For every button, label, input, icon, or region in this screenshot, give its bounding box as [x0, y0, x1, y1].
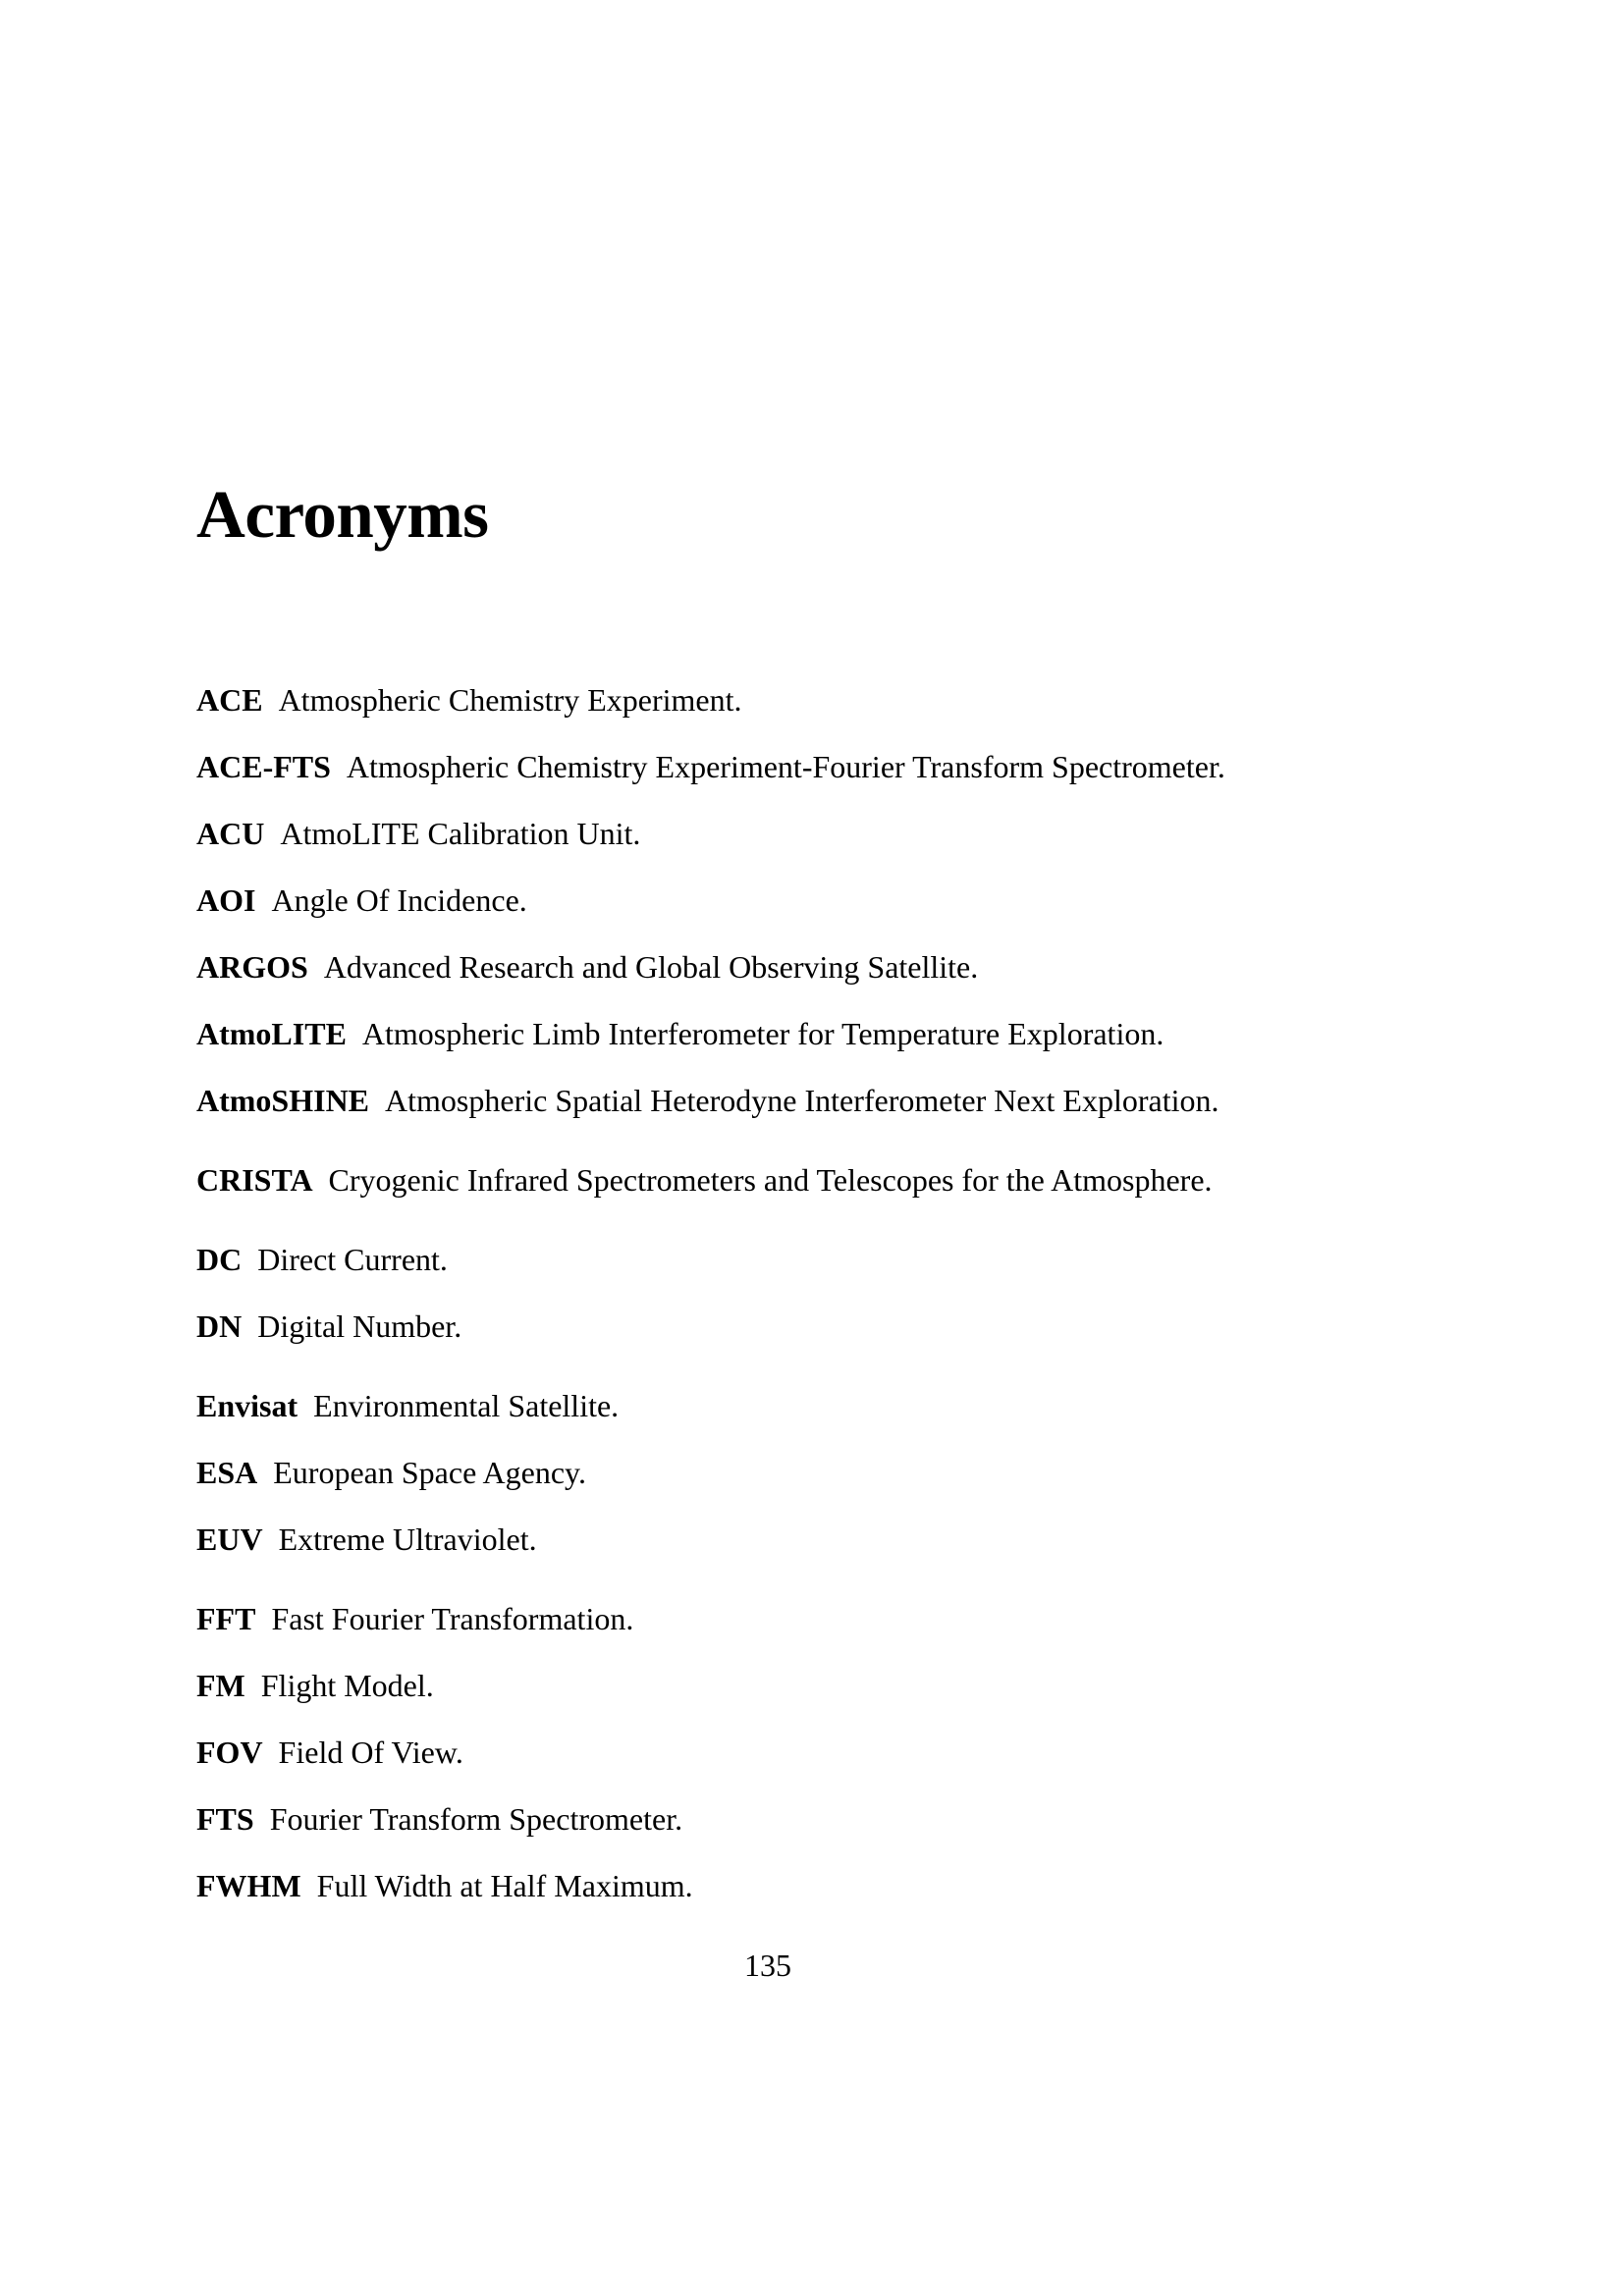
acronym-entry [196, 1453, 586, 1492]
acronym-entry [196, 814, 640, 853]
page-title: Acronyms [196, 477, 489, 552]
acronym-definition: Flight Model. [260, 1668, 434, 1703]
acronym-term: CRISTA [196, 1162, 313, 1198]
acronym-term: FFT [196, 1601, 256, 1636]
acronym-entry [196, 1599, 633, 1638]
acronym-definition: Field Of View. [278, 1735, 463, 1770]
acronym-entry [196, 881, 527, 920]
acronym-entry [196, 1081, 1219, 1120]
page-number: 135 [744, 1948, 791, 1983]
acronym-term: ACE-FTS [196, 749, 331, 784]
acronym-definition: Fourier Transform Spectrometer. [269, 1801, 683, 1837]
acronym-entry [196, 680, 741, 720]
acronym-term: DN [196, 1308, 243, 1344]
acronym-entry [196, 1386, 619, 1425]
acronym-term: DC [196, 1242, 243, 1277]
acronym-entry [196, 1240, 448, 1279]
acronym-entry [196, 1799, 682, 1839]
acronym-definition: AtmoLITE Calibration Unit. [280, 816, 641, 851]
acronym-term: ARGOS [196, 949, 308, 985]
acronym-entry [196, 947, 978, 987]
acronym-term: FTS [196, 1801, 254, 1837]
acronym-term: FOV [196, 1735, 263, 1770]
acronym-definition: Atmospheric Chemistry Experiment. [278, 682, 742, 718]
acronym-term: ESA [196, 1455, 258, 1490]
acronym-entry [196, 747, 1225, 786]
acronym-term: EUV [196, 1522, 263, 1557]
acronym-term: ACU [196, 816, 265, 851]
acronym-term: AOI [196, 882, 256, 918]
acronym-entry [196, 1866, 693, 1905]
acronym-entry [196, 1307, 461, 1346]
acronym-definition: Atmospheric Chemistry Experiment-Fourier Transform Spectrometer. [346, 749, 1225, 784]
acronym-definition: Fast Fourier Transformation. [271, 1601, 634, 1636]
acronym-definition: Direct Current. [257, 1242, 448, 1277]
acronym-entry [196, 1666, 434, 1705]
acronym-definition: Advanced Research and Global Observing Satellite. [323, 949, 979, 985]
acronym-term: ACE [196, 682, 263, 718]
acronym-definition: Cryogenic Infrared Spectrometers and Telescopes for the Atmosphere. [328, 1162, 1213, 1198]
acronym-term: FM [196, 1668, 245, 1703]
acronym-definition: Angle Of Incidence. [271, 882, 527, 918]
acronym-entry [196, 1520, 537, 1559]
acronym-term: AtmoSHINE [196, 1083, 370, 1118]
acronym-entry [196, 1014, 1164, 1053]
acronym-definition: Digital Number. [257, 1308, 462, 1344]
acronym-entry [196, 1733, 463, 1772]
acronym-definition: Atmospheric Limb Interferometer for Temperature Exploration. [361, 1016, 1164, 1051]
acronym-term: Envisat [196, 1388, 298, 1423]
acronym-definition: European Space Agency. [273, 1455, 586, 1490]
acronym-definition: Extreme Ultraviolet. [278, 1522, 537, 1557]
acronym-definition: Atmospheric Spatial Heterodyne Interferometer Next Exploration. [385, 1083, 1219, 1118]
acronym-term: AtmoLITE [196, 1016, 347, 1051]
acronym-entry [196, 1160, 1213, 1200]
acronym-definition: Full Width at Half Maximum. [316, 1868, 693, 1903]
acronym-definition: Environmental Satellite. [313, 1388, 620, 1423]
acronym-term: FWHM [196, 1868, 301, 1903]
